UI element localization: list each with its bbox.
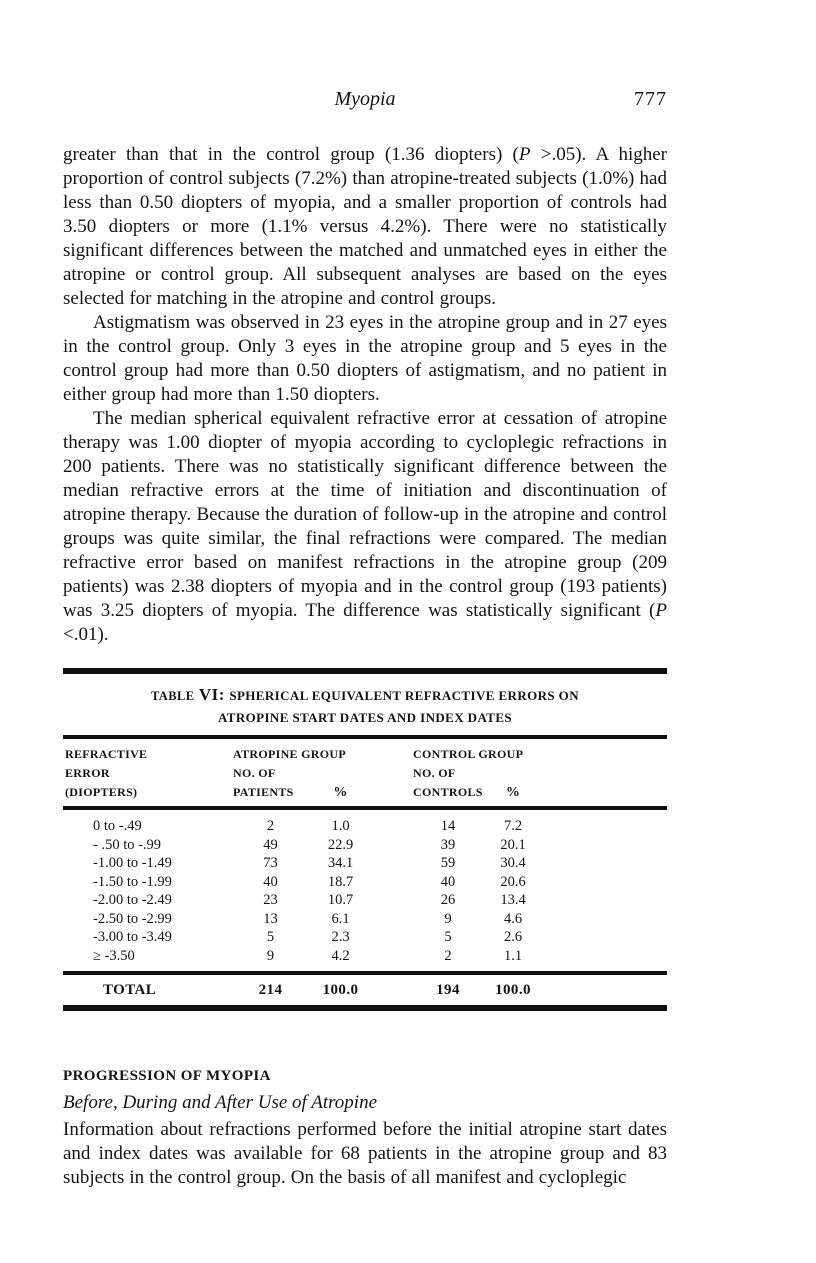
cell-range: -1.00 to -1.49	[93, 855, 172, 871]
table-number: VI:	[198, 685, 225, 704]
cell-range: -1.50 to -1.99	[93, 873, 172, 890]
table-row	[63, 817, 667, 836]
cell-atropine-n: 2	[266, 818, 275, 834]
cell-atropine-n: 49	[263, 836, 278, 853]
cell-control-n: 9	[444, 910, 452, 927]
total-atropine-n: 214	[258, 982, 283, 998]
cell-range: - .50 to -.99	[93, 836, 162, 853]
no-of-label: NO. OF	[413, 766, 456, 780]
cell-control-pct: 7.2	[503, 818, 523, 834]
progression-section	[63, 1066, 667, 1190]
control-count-header	[413, 764, 483, 802]
table-body	[63, 810, 667, 971]
table-header	[63, 739, 667, 806]
atropine-count-header	[233, 764, 308, 802]
cell-range: 0 to -.49	[93, 818, 142, 834]
running-head-title: Myopia	[334, 88, 396, 110]
cell-control-n: 59	[440, 855, 456, 871]
cell-atropine-pct: 18.7	[327, 873, 354, 890]
cell-control-n: 40	[440, 873, 456, 890]
cell-control-n: 14	[440, 818, 456, 834]
control-group-label: CONTROL GROUP	[413, 747, 524, 761]
column-header-refractive-error	[63, 745, 233, 802]
running-head	[63, 86, 667, 112]
cell-atropine-n: 5	[266, 929, 275, 945]
cell-range: ≥ -3.50	[93, 947, 135, 964]
table-row	[63, 873, 667, 892]
paragraph-4: Information about refractions performed before the initial atropine start dates and index dates was available for 68 patients in the atropine group and 83 subjects in the control group. On the basis of all manifest and cycloplegic	[63, 1119, 667, 1188]
table-title-line2: ATROPINE START DATES AND INDEX DATES	[217, 710, 513, 725]
column-group-control	[413, 745, 543, 802]
table-total-row	[63, 975, 667, 1005]
table-row	[63, 836, 667, 855]
total-control-n: 194	[436, 982, 460, 998]
no-of-label: NO. OF	[233, 766, 276, 780]
column-group-atropine	[233, 745, 373, 802]
control-percent-header: %	[505, 785, 521, 800]
table-rule-bottom	[63, 1005, 667, 1011]
row-header-line-1: REFRACTIVE	[65, 747, 148, 761]
atropine-percent-header: %	[333, 785, 348, 800]
controls-label: CONTROLS	[413, 785, 483, 799]
table-row	[63, 947, 667, 966]
table-row	[63, 854, 667, 873]
row-header-line-3: (DIOPTERS)	[65, 785, 138, 799]
cell-control-pct: 4.6	[503, 910, 523, 927]
table-title-text: SPHERICAL EQUIVALENT REFRACTIVE ERRORS ON	[229, 688, 579, 703]
paragraph-2: Astigmatism was observed in 23 eyes in the atropine group and in 27 eyes in the control group. Only 3 eyes in the atropine group and 5 eyes in the control group had more than 0.50 diopters of astigmatism, and no patient in either group had more than 1.50 diopters.	[63, 312, 667, 405]
section-heading: PROGRESSION OF MYOPIA	[63, 1068, 271, 1084]
total-label: TOTAL	[103, 982, 157, 998]
cell-atropine-pct: 4.2	[331, 947, 350, 964]
cell-atropine-pct: 34.1	[327, 855, 354, 871]
total-atropine-pct: 100.0	[322, 982, 359, 998]
cell-range: -2.00 to -2.49	[93, 892, 172, 908]
total-control-pct: 100.0	[495, 982, 531, 998]
cell-atropine-pct: 22.9	[327, 836, 354, 853]
text-block	[63, 0, 667, 1190]
table-row	[63, 910, 667, 929]
page-number: 777	[634, 88, 667, 110]
paragraph-3: The median spherical equivalent refractive error at cessation of atropine therapy was 1.00 diopter of myopia according to cycloplegic refractions in 200 patients. There was no statistically significant difference between the median refractive errors at the time of initiation and discontinuation of atropine therapy. Because the duration of follow-up in the atropine and control groups was quite similar, the final refractions were compared. The median refractive error based on manifest refractions in the atropine group (209 patients) was 2.38 diopters of myopia and in the control group (193 patients) was 3.25 diopters of myopia. The difference was statistically significant (P <.01).	[63, 408, 667, 645]
cell-control-pct: 13.4	[500, 892, 526, 908]
cell-atropine-n: 13	[263, 910, 278, 927]
table-row	[63, 928, 667, 947]
patients-label: PATIENTS	[233, 785, 294, 799]
cell-control-n: 26	[440, 892, 456, 908]
cell-range: -2.50 to -2.99	[93, 910, 172, 927]
table-title-line1	[63, 684, 667, 707]
cell-atropine-n: 9	[266, 947, 275, 964]
cell-control-n: 39	[440, 836, 456, 853]
cell-control-n: 5	[444, 929, 452, 945]
cell-control-pct: 20.6	[500, 873, 526, 890]
cell-control-pct: 2.6	[503, 929, 523, 945]
table-vi	[63, 668, 667, 1011]
cell-range: -3.00 to -3.49	[93, 929, 172, 945]
cell-control-pct: 1.1	[503, 947, 523, 964]
cell-control-n: 2	[444, 947, 452, 964]
body-text	[63, 143, 667, 647]
paragraph-1: greater than that in the control group (1.36 diopters) (P >.05). A higher proportion of control subjects (7.2%) than atropine-treated subjects (1.0%) had less than 0.50 diopters of myopia, and a smaller proportion of controls had 3.50 diopters or more (1.1% versus 4.2%). There were no statistically significant differences between the matched and unmatched eyes in either the atropine or control group. All subsequent analyses are based on the eyes selected for matching in the atropine and control groups.	[63, 144, 667, 309]
cell-atropine-pct: 6.1	[331, 910, 350, 927]
cell-control-pct: 20.1	[500, 836, 526, 853]
cell-atropine-n: 23	[263, 892, 278, 908]
cell-atropine-pct: 2.3	[331, 929, 350, 945]
atropine-group-label: ATROPINE GROUP	[233, 747, 346, 761]
table-label: TABLE	[151, 689, 195, 703]
cell-atropine-pct: 10.7	[327, 892, 354, 908]
subsection-heading: Before, During and After Use of Atropine	[63, 1092, 378, 1113]
cell-atropine-n: 73	[263, 855, 278, 871]
row-header-line-2: ERROR	[65, 766, 110, 780]
cell-atropine-pct: 1.0	[331, 818, 350, 834]
table-row	[63, 891, 667, 910]
cell-atropine-n: 40	[263, 873, 278, 890]
table-title	[63, 674, 667, 735]
cell-control-pct: 30.4	[500, 855, 526, 871]
